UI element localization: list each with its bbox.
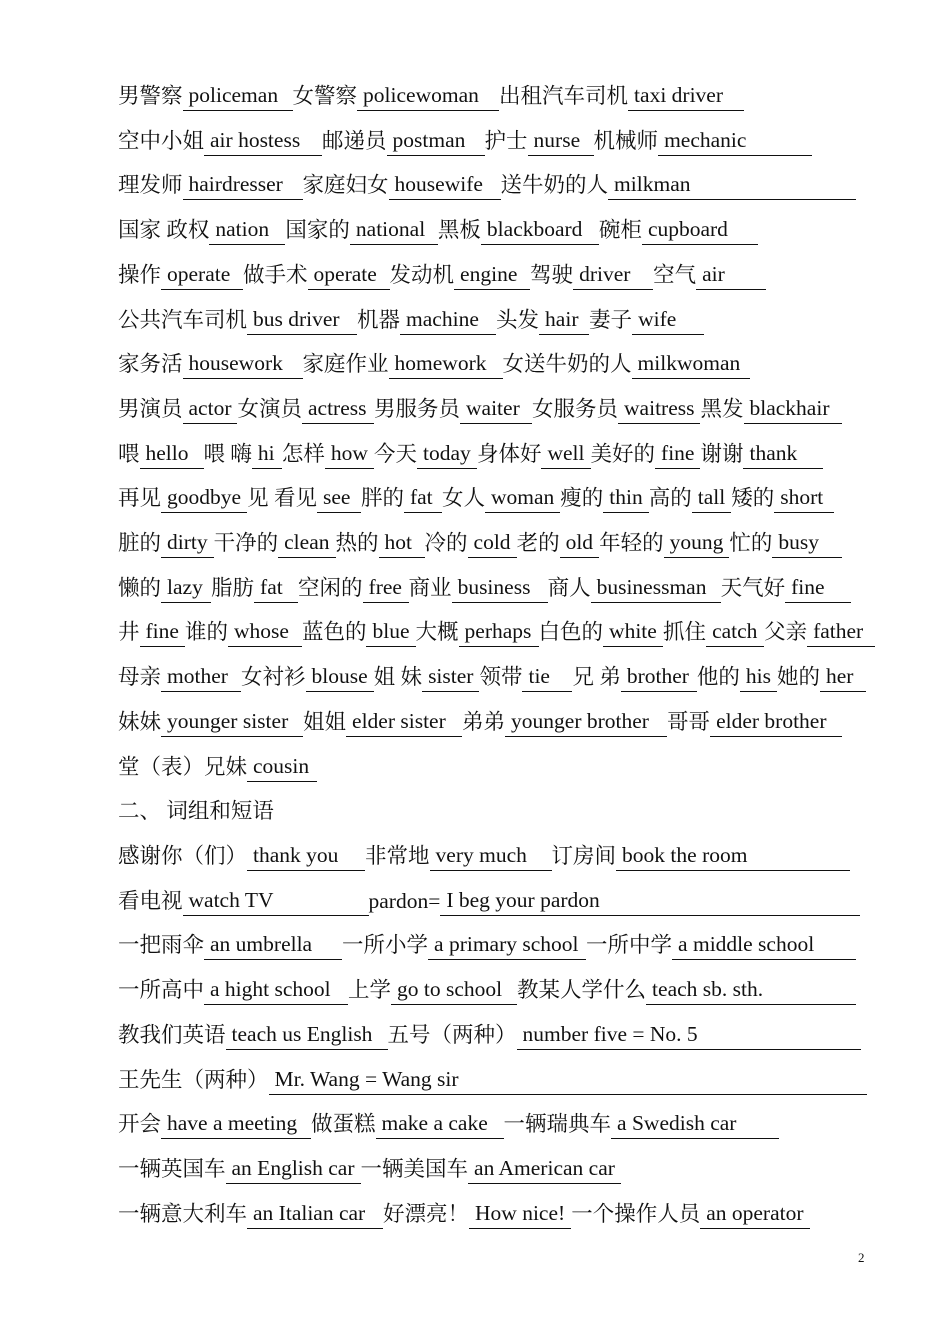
answer-blank: a middle school xyxy=(672,929,856,960)
chinese-label: 一辆英国车 xyxy=(118,1156,226,1181)
answer-blank: father xyxy=(807,616,875,647)
chinese-label: 堂（表）兄妹 xyxy=(118,754,248,779)
text-line xyxy=(118,1064,870,1104)
chinese-label: 国家 政权 xyxy=(118,218,210,243)
answer-blank: waitress xyxy=(618,393,700,424)
answer-blank: younger sister xyxy=(161,706,303,737)
answer-blank: young xyxy=(664,527,730,558)
chinese-label: 女服务员 xyxy=(532,396,619,421)
chinese-label: 胖的 xyxy=(360,486,404,511)
answer-blank: cold xyxy=(468,527,517,558)
text-line xyxy=(118,1153,870,1193)
chinese-label: 喂 嗨 xyxy=(203,441,252,466)
chinese-label: 空中小姐 xyxy=(118,128,205,153)
answer-blank: a Swedish car xyxy=(611,1108,779,1139)
chinese-label: 井 xyxy=(118,620,140,645)
answer-blank: hairdresser xyxy=(183,169,303,200)
chinese-label: 非常地 xyxy=(365,844,430,868)
answer-blank: blouse xyxy=(306,661,374,692)
chinese-label: 他的 xyxy=(696,665,740,690)
answer-blank: younger brother xyxy=(505,706,667,737)
answer-blank: national xyxy=(350,214,438,245)
chinese-label: 矮的 xyxy=(731,486,775,511)
chinese-label: 大概 xyxy=(415,620,459,645)
chinese-label: 热的 xyxy=(335,531,379,555)
chinese-label: 邮递员 xyxy=(322,128,387,153)
text-line xyxy=(118,974,870,1014)
answer-blank: free xyxy=(363,572,409,603)
chinese-label: 商业 xyxy=(408,575,452,600)
chinese-label: 姐 妹 xyxy=(373,665,423,690)
chinese-label: 身体好 xyxy=(476,441,542,466)
chinese-label: 美好的 xyxy=(590,441,656,466)
text-line xyxy=(118,1198,870,1238)
chinese-label: 驾驶 xyxy=(530,262,574,287)
answer-blank: waiter xyxy=(460,393,532,424)
chinese-label: 机器 xyxy=(357,307,401,332)
chinese-label: 今天 xyxy=(373,441,417,466)
chinese-label: 她的 xyxy=(776,665,820,690)
answer-blank: milkman xyxy=(608,169,856,200)
text-line xyxy=(118,348,870,388)
chinese-label: 黑发 xyxy=(700,396,744,421)
answer-blank: cupboard xyxy=(642,214,758,245)
text-line xyxy=(118,393,870,433)
section-heading: 二、 词组和短语 xyxy=(118,799,274,823)
chinese-label: 空闲的 xyxy=(298,575,363,600)
answer-blank: cousin xyxy=(247,751,317,782)
answer-blank: an English car xyxy=(226,1153,361,1184)
chinese-label: 高的 xyxy=(648,486,692,511)
chinese-label: 领带 xyxy=(479,665,523,690)
text-line xyxy=(118,169,870,209)
answer-blank: postman xyxy=(387,125,485,156)
chinese-label: 女衬衫 xyxy=(241,665,306,690)
chinese-label: 一所小学 xyxy=(342,933,429,958)
chinese-label: 空气 xyxy=(653,262,697,287)
answer-blank: catch xyxy=(706,616,764,647)
chinese-label: 抓住 xyxy=(663,620,707,645)
answer-blank: lazy xyxy=(161,572,211,603)
answer-blank: sister xyxy=(422,661,479,692)
answer-blank: Mr. Wang = Wang sir xyxy=(269,1064,867,1095)
answer-blank: fat xyxy=(404,482,442,513)
chinese-label: 五号（两种） xyxy=(387,1022,517,1047)
answer-blank: engine xyxy=(454,259,530,290)
answer-blank: woman xyxy=(485,482,560,513)
answer-blank: dirty xyxy=(161,527,214,558)
answer-blank: housewife xyxy=(389,169,501,200)
answer-blank: have a meeting xyxy=(161,1108,311,1139)
text-line xyxy=(118,304,870,344)
chinese-label: 教某人学什么 xyxy=(517,978,647,1003)
chinese-label: 脏的 xyxy=(118,531,162,555)
answer-blank: hello xyxy=(140,438,204,469)
chinese-label: 姐姐 xyxy=(303,709,347,734)
chinese-label: 好漂亮！ xyxy=(383,1201,470,1226)
text-line xyxy=(118,1019,870,1059)
answer-blank: machine xyxy=(400,304,496,335)
chinese-label: 操作 xyxy=(118,262,162,287)
chinese-label: 天气好 xyxy=(720,575,786,600)
chinese-label: 一辆美国车 xyxy=(360,1156,469,1181)
answer-blank: number five = No. 5 xyxy=(517,1019,861,1050)
chinese-label: 看电视 xyxy=(118,888,183,913)
answer-blank: How nice! xyxy=(469,1198,571,1229)
answer-blank: hot xyxy=(379,527,425,558)
chinese-label: 一所中学 xyxy=(586,933,673,958)
answer-blank: taxi driver xyxy=(628,80,744,111)
text-line xyxy=(118,259,870,299)
chinese-label: 兄 弟 xyxy=(572,665,621,690)
answer-blank: teach sb. sth. xyxy=(646,974,856,1005)
answer-blank: tall xyxy=(692,482,731,513)
chinese-label: 怎样 xyxy=(281,441,325,466)
chinese-label: 一所高中 xyxy=(118,978,205,1003)
chinese-label: 护士 xyxy=(484,128,528,153)
text-line xyxy=(118,80,870,120)
answer-blank: operate xyxy=(161,259,243,290)
chinese-label: 头发 xyxy=(496,307,540,332)
chinese-label: 男警察 xyxy=(118,84,183,108)
text-line xyxy=(118,661,870,701)
chinese-label: 脂肪 xyxy=(211,575,255,600)
answer-blank: mechanic xyxy=(658,125,812,156)
chinese-label: 商人 xyxy=(547,575,591,600)
chinese-label: 订房间 xyxy=(551,844,617,868)
answer-blank: his xyxy=(740,661,777,692)
chinese-label: 瘦的 xyxy=(560,486,604,511)
chinese-label: 男演员 xyxy=(118,396,183,421)
answer-blank: blue xyxy=(366,616,415,647)
answer-blank: an Italian car xyxy=(247,1198,383,1229)
answer-blank: book the room xyxy=(616,840,850,871)
answer-blank: short xyxy=(774,482,834,513)
answer-blank: teach us English xyxy=(226,1019,388,1050)
answer-blank: make a cake xyxy=(376,1108,504,1139)
chinese-label: 国家的 xyxy=(285,218,350,243)
answer-blank: housework xyxy=(183,348,303,379)
answer-blank: actor xyxy=(183,393,238,424)
text-line xyxy=(118,840,870,880)
chinese-label: 上学 xyxy=(348,978,392,1003)
answer-blank: perhaps xyxy=(459,616,539,647)
answer-blank: an American car xyxy=(468,1153,621,1184)
chinese-label: 开会 xyxy=(118,1112,162,1137)
chinese-label: 年轻的 xyxy=(599,531,664,555)
text-line xyxy=(118,572,870,612)
chinese-label: 黑板 xyxy=(437,218,481,243)
chinese-label: 做蛋糕 xyxy=(311,1112,376,1137)
answer-blank: business xyxy=(452,572,548,603)
answer-blank: clean xyxy=(278,527,335,558)
answer-blank: milkwoman xyxy=(632,348,750,379)
text-line xyxy=(118,706,870,746)
chinese-label: 哥哥 xyxy=(667,709,711,734)
chinese-label: 蓝色的 xyxy=(301,620,367,645)
chinese-label: 弟弟 xyxy=(462,709,506,734)
chinese-label: 干净的 xyxy=(213,531,279,555)
chinese-label: 一辆瑞典车 xyxy=(503,1112,612,1137)
answer-blank: mother xyxy=(161,661,241,692)
text-line xyxy=(118,214,870,254)
chinese-label: 妹妹 xyxy=(118,709,162,734)
chinese-label: 喂 xyxy=(118,441,140,466)
answer-blank: blackhair xyxy=(744,393,842,424)
answer-blank: I beg your pardon xyxy=(440,885,860,916)
answer-blank: a primary school xyxy=(428,929,586,960)
answer-blank: white xyxy=(603,616,663,647)
chinese-label: 公共汽车司机 xyxy=(118,307,248,332)
answer-blank: operate xyxy=(308,259,390,290)
chinese-label: 送牛奶的人 xyxy=(500,173,609,198)
answer-blank: go to school xyxy=(391,974,517,1005)
page-number: 2 xyxy=(858,1250,865,1265)
answer-blank: bus driver xyxy=(247,304,357,335)
chinese-label: 妻子 xyxy=(589,307,633,332)
chinese-label: 理发师 xyxy=(118,173,183,198)
answer-blank: brother xyxy=(621,661,697,692)
answer-blank: an operator xyxy=(700,1198,809,1229)
answer-blank: driver xyxy=(573,259,653,290)
chinese-label: 男服务员 xyxy=(374,396,461,421)
answer-blank: hi xyxy=(252,438,282,469)
text-line xyxy=(118,482,870,522)
chinese-label: 感谢你（们） xyxy=(118,844,248,868)
answer-blank: thank xyxy=(743,438,823,469)
answer-blank: watch TV xyxy=(183,885,369,916)
chinese-label: 发动机 xyxy=(389,262,455,287)
answer-blank: elder sister xyxy=(346,706,462,737)
answer-blank: very much xyxy=(430,840,552,871)
answer-blank: goodbye xyxy=(161,482,247,513)
text-line xyxy=(118,1108,870,1148)
answer-blank: actress xyxy=(302,393,374,424)
chinese-label: 白色的 xyxy=(538,620,604,645)
chinese-label: 冷的 xyxy=(424,531,468,555)
answer-blank: thin xyxy=(603,482,648,513)
answer-blank: nurse xyxy=(528,125,594,156)
text-line xyxy=(118,438,870,478)
chinese-label: 一把雨伞 xyxy=(118,933,205,958)
answer-blank: fat xyxy=(254,572,298,603)
answer-blank: tie xyxy=(522,661,572,692)
answer-blank: air hostess xyxy=(204,125,322,156)
answer-blank: air xyxy=(696,259,766,290)
text-line xyxy=(118,125,870,165)
answer-blank: her xyxy=(820,661,866,692)
chinese-label: pardon= xyxy=(368,888,441,913)
chinese-label: 家庭作业 xyxy=(302,352,389,377)
chinese-label: 忙的 xyxy=(729,531,773,555)
chinese-label: 老的 xyxy=(516,531,560,555)
chinese-label: 碗柜 xyxy=(598,218,642,243)
chinese-label: 出租汽车司机 xyxy=(499,84,629,108)
chinese-label: 谢谢 xyxy=(700,441,744,466)
chinese-label: 一个操作人员 xyxy=(571,1201,701,1226)
text-line xyxy=(118,929,870,969)
text-line xyxy=(118,751,870,791)
answer-blank: elder brother xyxy=(710,706,842,737)
chinese-label: 懒的 xyxy=(118,575,162,600)
answer-blank: an umbrella xyxy=(204,929,342,960)
chinese-label: 谁的 xyxy=(184,620,228,645)
answer-blank: thank you xyxy=(247,840,365,871)
chinese-label: 女送牛奶的人 xyxy=(502,352,632,377)
answer-blank: wife xyxy=(632,304,704,335)
chinese-label: 母亲 xyxy=(118,665,162,690)
answer-blank: how xyxy=(325,438,374,469)
answer-blank: today xyxy=(417,438,477,469)
answer-blank: policewoman xyxy=(357,80,499,111)
answer-blank: nation xyxy=(209,214,285,245)
answer-blank: fine xyxy=(655,438,700,469)
text-line xyxy=(118,885,870,925)
answer-blank: hair xyxy=(539,304,589,335)
chinese-label: 机械师 xyxy=(593,128,659,153)
chinese-label: 王先生（两种） xyxy=(118,1067,269,1092)
chinese-label: 女警察 xyxy=(292,84,358,108)
answer-blank: fine xyxy=(140,616,185,647)
answer-blank: a hight school xyxy=(204,974,348,1005)
chinese-label: 做手术 xyxy=(243,262,308,287)
chinese-label: 一辆意大利车 xyxy=(118,1201,248,1226)
answer-blank: fine xyxy=(785,572,851,603)
chinese-label: 家庭妇女 xyxy=(302,173,389,198)
answer-blank: old xyxy=(560,527,599,558)
text-line xyxy=(118,527,870,567)
answer-blank: busy xyxy=(772,527,842,558)
chinese-label: 女演员 xyxy=(237,396,302,421)
chinese-label: 女人 xyxy=(441,486,485,511)
chinese-label: 教我们英语 xyxy=(118,1022,226,1047)
answer-blank: homework xyxy=(389,348,503,379)
text-line xyxy=(118,616,870,656)
chinese-label: 父亲 xyxy=(764,620,808,645)
answer-blank: well xyxy=(541,438,590,469)
answer-blank: businessman xyxy=(591,572,721,603)
chinese-label: 家务活 xyxy=(118,352,183,377)
chinese-label: 见 看见 xyxy=(247,486,317,511)
answer-blank: policeman xyxy=(183,80,293,111)
answer-blank: blackboard xyxy=(481,214,599,245)
chinese-label: 再见 xyxy=(118,486,162,511)
answer-blank: whose xyxy=(228,616,302,647)
answer-blank: see xyxy=(317,482,361,513)
